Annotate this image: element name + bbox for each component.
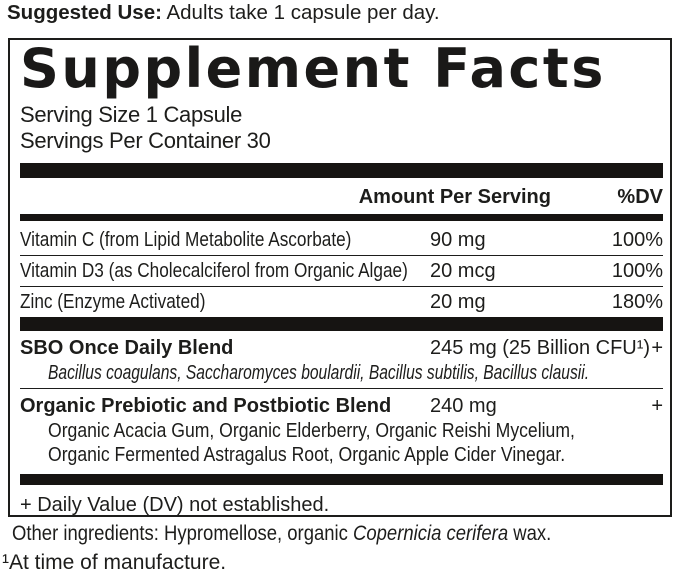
suggested-use-text: Adults take 1 capsule per day. bbox=[161, 1, 440, 24]
divider-bar-thick bbox=[20, 317, 663, 331]
blend-dv-symbol: + bbox=[651, 337, 663, 359]
blend-dv-symbol: + bbox=[651, 395, 663, 417]
blend-row bbox=[20, 336, 663, 361]
nutrient-dv: 100% bbox=[611, 259, 663, 282]
table-row bbox=[20, 225, 663, 255]
nutrient-name: Zinc (Enzyme Activated) bbox=[20, 290, 206, 313]
nutrient-name: Vitamin D3 (as Cholecalciferol from Organic Algae) bbox=[20, 259, 408, 282]
other-ingredients-text: Other ingredients: Hypromellose, organic Copernicia cerifera wax. bbox=[12, 522, 552, 545]
botanical-name: Copernicia cerifera bbox=[353, 522, 509, 545]
table-row bbox=[20, 255, 663, 286]
servings-per-container: Servings Per Container 30 bbox=[20, 128, 271, 153]
nutrient-rows bbox=[20, 225, 663, 317]
suggested-use-line bbox=[7, 1, 440, 25]
blend-ingredients-line: Bacillus coagulans, Saccharomyces boulardii, Bacillus subtilis, Bacillus clausii. bbox=[48, 362, 590, 384]
column-header-amount: Amount Per Serving bbox=[358, 186, 551, 208]
blend-section-prebiotic bbox=[20, 389, 663, 467]
panel-title: Supplement Facts bbox=[20, 37, 606, 100]
suggested-use-label: Suggested Use: bbox=[7, 1, 162, 24]
nutrient-amount: 20 mg bbox=[430, 290, 486, 313]
serving-info bbox=[20, 102, 663, 154]
blend-ingredients-line: Organic Acacia Gum, Organic Elderberry, Organic Reishi Mycelium, bbox=[48, 420, 575, 442]
blend-ingredients-line: Organic Fermented Astragalus Root, Organic Apple Cider Vinegar. bbox=[48, 444, 566, 466]
nutrient-amount: 90 mg bbox=[430, 228, 486, 251]
blend-amount: 240 mg bbox=[430, 395, 497, 417]
blend-section-sbo bbox=[20, 331, 663, 389]
column-header-dv: %DV bbox=[617, 186, 663, 208]
daily-value-footnote: + Daily Value (DV) not established. bbox=[20, 494, 330, 516]
divider-bar-thick bbox=[20, 474, 663, 485]
table-row bbox=[20, 286, 663, 317]
nutrient-dv: 100% bbox=[611, 228, 663, 251]
column-header-row bbox=[20, 178, 663, 214]
supplement-facts-panel bbox=[8, 38, 672, 517]
nutrient-name: Vitamin C (from Lipid Metabolite Ascorbate) bbox=[20, 228, 352, 251]
nutrient-dv: 180% bbox=[611, 290, 663, 313]
divider-bar-thick bbox=[20, 163, 663, 178]
blend-row bbox=[20, 394, 663, 419]
divider-bar-medium bbox=[20, 214, 663, 221]
blend-amount: 245 mg (25 Billion CFU¹) bbox=[430, 337, 651, 359]
blend-name: SBO Once Daily Blend bbox=[20, 337, 234, 359]
serving-size: Serving Size 1 Capsule bbox=[20, 102, 243, 127]
nutrient-amount: 20 mcg bbox=[430, 259, 496, 282]
other-ingredients-line bbox=[12, 522, 625, 546]
manufacture-footnote: ¹At time of manufacture. bbox=[2, 551, 227, 574]
blend-name: Organic Prebiotic and Postbiotic Blend bbox=[20, 395, 392, 417]
